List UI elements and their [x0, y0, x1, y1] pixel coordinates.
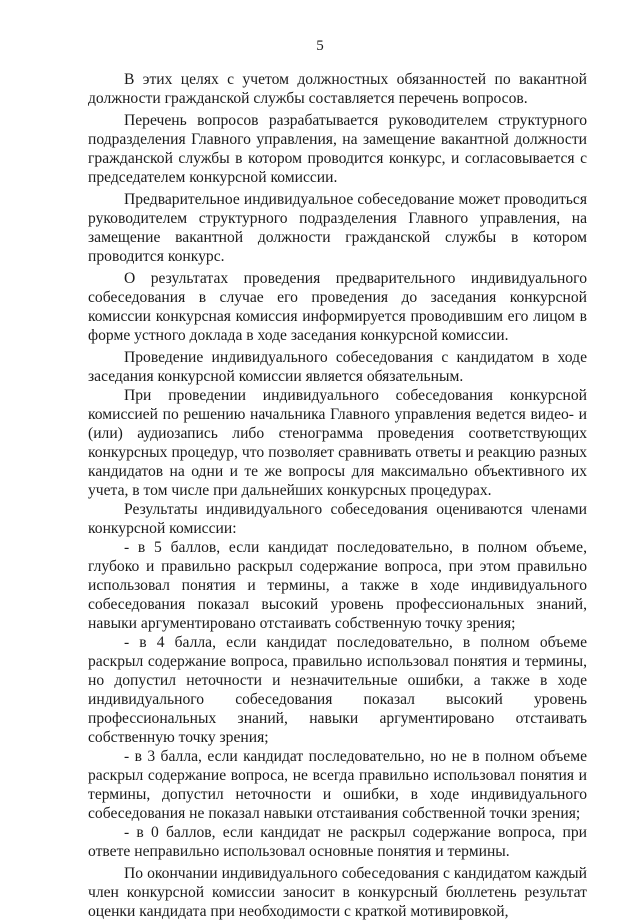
- list-item-score-4: - в 4 балла, если кандидат последовательно, в полном объеме раскрыл содержание вопроса, правильно использовал понятия и термины, но допустил неточности и незначительные ошибки, а также в ходе индивидуального собеседования показал высокий уровень профессиональных знаний, навыки аргументировано отстаивать собственную точку зрения;: [88, 634, 587, 746]
- list-item-score-0: - в 0 баллов, если кандидат не раскрыл содержание вопроса, при ответе неправильно использовал основные понятия и термины.: [88, 824, 587, 860]
- paragraph-ballot: По окончании индивидуального собеседования с кандидатом каждый член конкурсной комиссии заносит в конкурсный бюллетень результат оценки кандидата при необходимости с краткой мотивировкой,: [88, 865, 587, 920]
- paragraph-mandatory-interview: Проведение индивидуального собеседования с кандидатом в ходе заседания конкурсной комиссии является обязательным.: [88, 349, 587, 385]
- paragraph-preliminary-interview: Предварительное индивидуальное собеседование может проводиться руководителем структурного подразделения Главного управления, на замещение вакантной должности гражданской службы в котором проводится конкурс.: [88, 191, 587, 265]
- paragraph-evaluation-intro: Результаты индивидуального собеседования оцениваются членами конкурсной комиссии:: [88, 501, 587, 537]
- list-item-score-3: - в 3 балла, если кандидат последовательно, но не в полном объеме раскрыл содержание вопроса, не всегда правильно использовал понятия и термины, допустил неточности и ошибки, в ходе индивидуального собеседования не показал навыки отстаивания собственной точки зрения;: [88, 748, 587, 822]
- paragraph-preliminary-results: О результатах проведения предварительного индивидуального собеседования в случае его проведения до заседания конкурсной комиссии конкурсная комиссия информируется проводившим его лицом в форме устного доклада в ходе заседания конкурсной комиссии.: [88, 270, 587, 344]
- paragraph-questions-developer: Перечень вопросов разрабатывается руководителем структурного подразделения Главного управления, на замещение вакантной должности гражданской службы в котором проводится конкурс, и согласовывается с председателем конкурсной комиссии.: [88, 112, 587, 186]
- document-body: [88, 70, 587, 921]
- paragraph-recording: При проведении индивидуального собеседования конкурсной комиссией по решению начальника Главного управления ведется видео- и (или) аудиозапись либо стенограмма проведения соответствующих конкурсных процедур, что позволяет сравнивать ответы и реакцию разных кандидатов на одни и те же вопросы для максимально объективного их учета, в том числе при дальнейших конкурсных процедурах.: [88, 387, 587, 499]
- paragraph-questions-list: В этих целях с учетом должностных обязанностей по вакантной должности гражданской службы составляется перечень вопросов.: [88, 71, 587, 107]
- list-item-score-5: - в 5 баллов, если кандидат последовательно, в полном объеме, глубоко и правильно раскрыл содержание вопроса, при этом правильно использовал понятия и термины, а также в ходе индивидуального собеседования показал высокий уровень профессиональных знаний, навыки аргументировано отстаивать собственную точку зрения;: [88, 539, 587, 632]
- page-number: 5: [316, 38, 324, 54]
